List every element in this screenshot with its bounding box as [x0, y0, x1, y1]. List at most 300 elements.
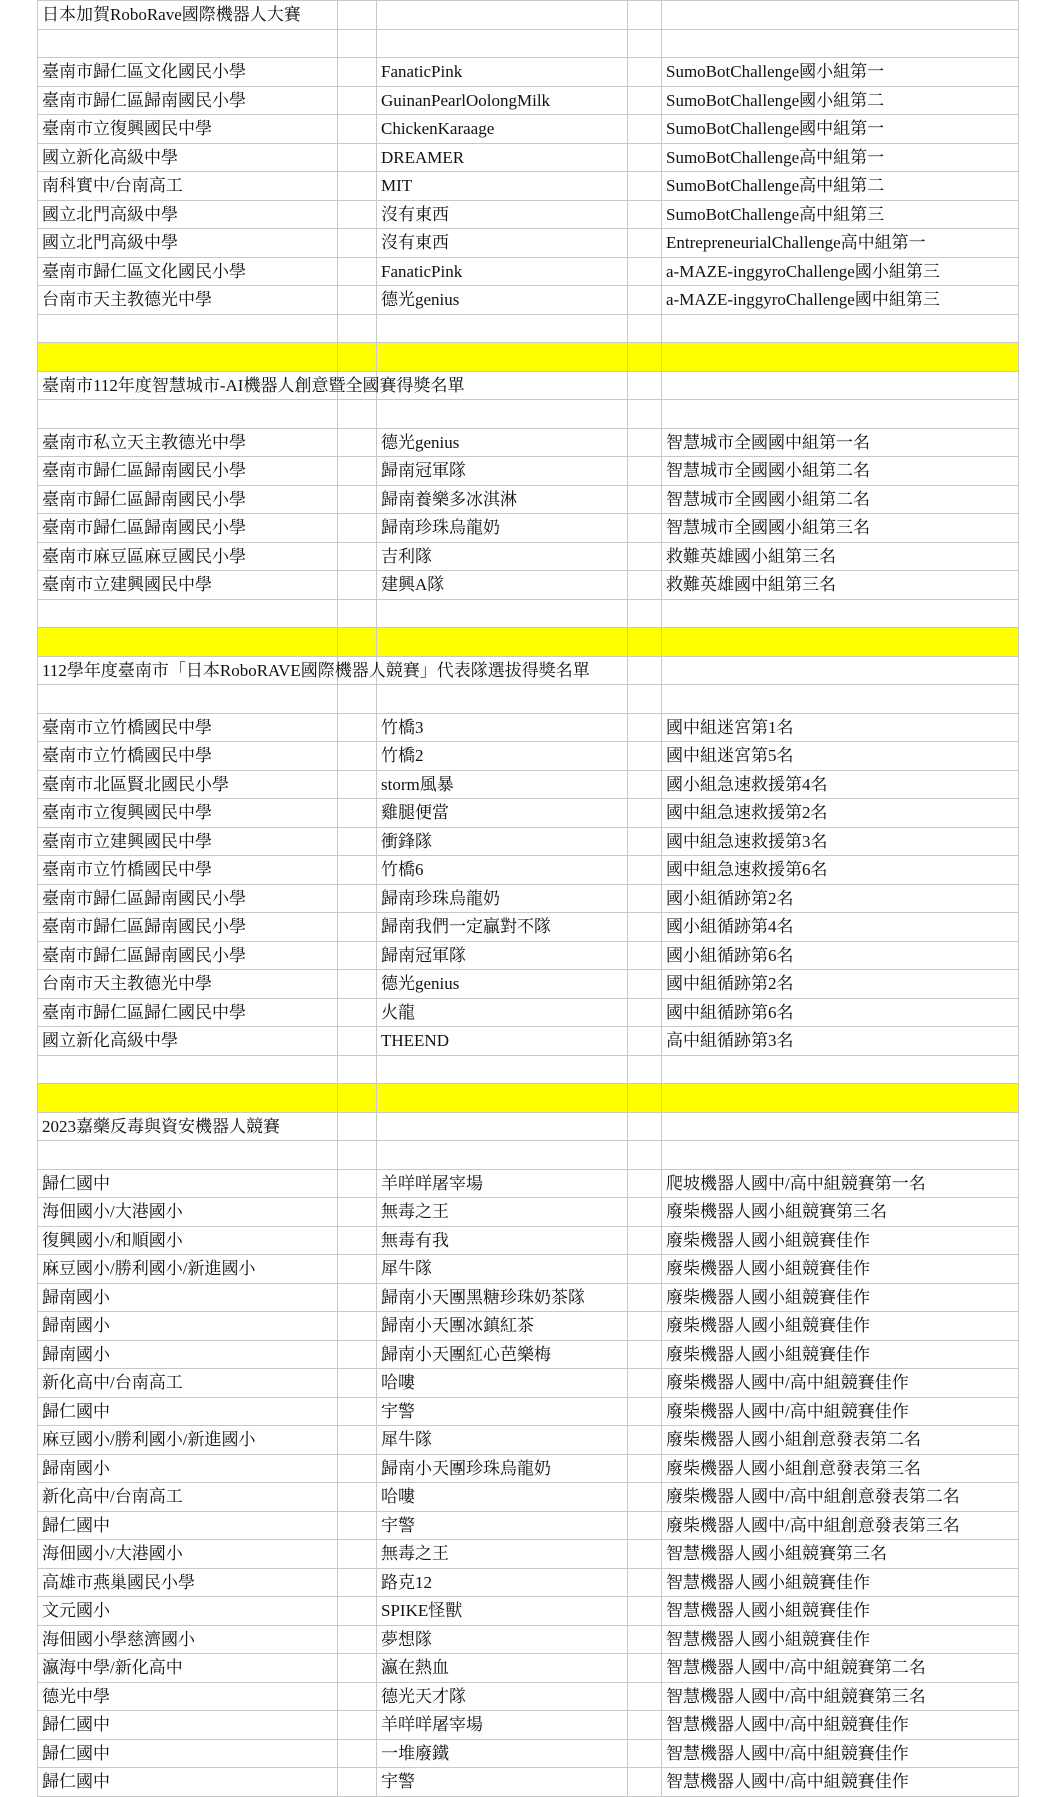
empty-cell [338, 1255, 377, 1284]
empty-cell [377, 1112, 628, 1141]
school-cell: 歸南國小 [38, 1283, 338, 1312]
award-cell: 智慧城市全國國小組第三名 [662, 514, 1019, 543]
award-cell: 國小組循跡第6名 [662, 941, 1019, 970]
highlight-cell [338, 343, 377, 372]
empty-cell [338, 1169, 377, 1198]
team-cell: 沒有東西 [377, 200, 628, 229]
empty-cell [662, 1112, 1019, 1141]
empty-cell [662, 1, 1019, 30]
empty-cell [338, 1055, 377, 1084]
blank-row [38, 685, 1019, 714]
table-row [38, 1540, 1019, 1569]
award-cell: SumoBotChallenge國小組第一 [662, 58, 1019, 87]
award-cell: SumoBotChallenge高中組第二 [662, 172, 1019, 201]
table-row [38, 257, 1019, 286]
award-cell: 國中組急速救援第3名 [662, 827, 1019, 856]
team-cell: 衝鋒隊 [377, 827, 628, 856]
award-cell: 智慧城市全國國小組第二名 [662, 457, 1019, 486]
school-cell: 海佃國小學慈濟國小 [38, 1625, 338, 1654]
empty-cell [338, 172, 377, 201]
team-cell: 竹橋6 [377, 856, 628, 885]
school-cell: 臺南市歸仁區歸南國民小學 [38, 86, 338, 115]
team-cell: 德光genius [377, 428, 628, 457]
table-row [38, 884, 1019, 913]
empty-cell [628, 1540, 662, 1569]
award-cell: a-MAZE-inggyroChallenge國中組第三 [662, 286, 1019, 315]
table-row [38, 286, 1019, 315]
blank-row [38, 599, 1019, 628]
award-cell: 廢柴機器人國小組競賽佳作 [662, 1255, 1019, 1284]
team-cell: 沒有東西 [377, 229, 628, 258]
award-cell: 國中組迷宮第5名 [662, 742, 1019, 771]
highlight-separator-row [38, 628, 1019, 657]
empty-cell [338, 1625, 377, 1654]
empty-cell [338, 1340, 377, 1369]
empty-cell [628, 58, 662, 87]
table-row [38, 1768, 1019, 1797]
table-row [38, 1483, 1019, 1512]
empty-cell [338, 1568, 377, 1597]
empty-cell [338, 1283, 377, 1312]
table-row [38, 428, 1019, 457]
award-cell: 廢柴機器人國小組競賽佳作 [662, 1312, 1019, 1341]
empty-cell [338, 1739, 377, 1768]
empty-cell [338, 400, 377, 429]
award-cell: 國小組急速救援第4名 [662, 770, 1019, 799]
empty-cell [338, 143, 377, 172]
highlight-cell [377, 1084, 628, 1113]
empty-cell [338, 200, 377, 229]
award-cell: 智慧機器人國中/高中組競賽第三名 [662, 1682, 1019, 1711]
team-cell: 哈嘍 [377, 1483, 628, 1512]
school-cell: 瀛海中學/新化高中 [38, 1654, 338, 1683]
team-cell: 雞腿便當 [377, 799, 628, 828]
award-cell: 國中組循跡第2名 [662, 970, 1019, 999]
school-cell: 臺南市歸仁區歸南國民小學 [38, 457, 338, 486]
team-cell: 羊咩咩屠宰場 [377, 1711, 628, 1740]
school-cell: 臺南市歸仁區歸南國民小學 [38, 913, 338, 942]
empty-cell [338, 1654, 377, 1683]
award-cell: 智慧機器人國中/高中組競賽佳作 [662, 1711, 1019, 1740]
school-cell: 歸仁國中 [38, 1511, 338, 1540]
team-cell: 建興A隊 [377, 571, 628, 600]
table-row [38, 1312, 1019, 1341]
empty-cell [338, 713, 377, 742]
empty-cell [662, 371, 1019, 400]
blank-row [38, 1055, 1019, 1084]
empty-cell [628, 1654, 662, 1683]
school-cell: 臺南市立建興國民中學 [38, 827, 338, 856]
award-cell: SumoBotChallenge國小組第二 [662, 86, 1019, 115]
team-cell: 歸南珍珠烏龍奶 [377, 514, 628, 543]
team-cell: 歸南養樂多冰淇淋 [377, 485, 628, 514]
team-cell: 竹橋3 [377, 713, 628, 742]
empty-cell [628, 400, 662, 429]
empty-cell [628, 371, 662, 400]
section-title-row [38, 1, 1019, 30]
school-cell: 南科實中/台南高工 [38, 172, 338, 201]
award-cell: 國中組迷宮第1名 [662, 713, 1019, 742]
award-cell: 智慧機器人國中/高中組競賽佳作 [662, 1739, 1019, 1768]
award-cell: 國中組急速救援第6名 [662, 856, 1019, 885]
empty-cell [338, 428, 377, 457]
empty-cell [628, 286, 662, 315]
blank-row [38, 314, 1019, 343]
empty-cell [628, 856, 662, 885]
empty-cell [628, 1226, 662, 1255]
empty-cell [628, 998, 662, 1027]
team-cell: 哈嘍 [377, 1369, 628, 1398]
blank-row [38, 1141, 1019, 1170]
highlight-cell [628, 343, 662, 372]
empty-cell [38, 685, 338, 714]
empty-cell [338, 1027, 377, 1056]
empty-cell [338, 685, 377, 714]
school-cell: 臺南市立竹橋國民中學 [38, 742, 338, 771]
empty-cell [338, 884, 377, 913]
award-cell: 爬坡機器人國中/高中組競賽第一名 [662, 1169, 1019, 1198]
table-row [38, 172, 1019, 201]
empty-cell [628, 257, 662, 286]
award-cell: 廢柴機器人國中/高中組競賽佳作 [662, 1397, 1019, 1426]
empty-cell [338, 29, 377, 58]
table-row [38, 143, 1019, 172]
table-row [38, 1568, 1019, 1597]
empty-cell [628, 656, 662, 685]
award-cell: 智慧城市全國國小組第二名 [662, 485, 1019, 514]
empty-cell [628, 742, 662, 771]
team-cell: 犀牛隊 [377, 1426, 628, 1455]
school-cell: 臺南市歸仁區歸南國民小學 [38, 485, 338, 514]
team-cell: storm風暴 [377, 770, 628, 799]
school-cell: 國立新化高級中學 [38, 1027, 338, 1056]
empty-cell [338, 115, 377, 144]
school-cell: 臺南市立竹橋國民中學 [38, 713, 338, 742]
empty-cell [628, 1768, 662, 1797]
section-title-row [38, 656, 1019, 685]
award-cell: SumoBotChallenge國中組第一 [662, 115, 1019, 144]
empty-cell [628, 172, 662, 201]
table-row [38, 1597, 1019, 1626]
table-row [38, 1511, 1019, 1540]
table-row [38, 200, 1019, 229]
school-cell: 國立北門高級中學 [38, 229, 338, 258]
section-title: 112學年度臺南市「日本RoboRAVE國際機器人競賽」代表隊選拔得獎名單 [38, 656, 338, 685]
team-cell: 歸南我們一定贏對不隊 [377, 913, 628, 942]
empty-cell [628, 1483, 662, 1512]
table-row [38, 571, 1019, 600]
blank-row [38, 29, 1019, 58]
team-cell: MIT [377, 172, 628, 201]
school-cell: 歸仁國中 [38, 1768, 338, 1797]
empty-cell [38, 599, 338, 628]
team-cell: 歸南冠軍隊 [377, 941, 628, 970]
team-cell: 竹橋2 [377, 742, 628, 771]
school-cell: 臺南市歸仁區歸南國民小學 [38, 514, 338, 543]
empty-cell [662, 400, 1019, 429]
award-cell: a-MAZE-inggyroChallenge國小組第三 [662, 257, 1019, 286]
school-cell: 臺南市歸仁區歸南國民小學 [38, 884, 338, 913]
team-cell: 德光genius [377, 286, 628, 315]
table-row [38, 115, 1019, 144]
award-cell: 國小組循跡第2名 [662, 884, 1019, 913]
empty-cell [628, 542, 662, 571]
empty-cell [338, 799, 377, 828]
table-row [38, 229, 1019, 258]
school-cell: 臺南市北區賢北國民小學 [38, 770, 338, 799]
table-row [38, 1198, 1019, 1227]
team-cell: 歸南小天團珍珠烏龍奶 [377, 1454, 628, 1483]
highlight-cell [662, 628, 1019, 657]
empty-cell [628, 1568, 662, 1597]
table-row [38, 1169, 1019, 1198]
school-cell: 歸南國小 [38, 1312, 338, 1341]
empty-cell [628, 1739, 662, 1768]
team-cell: 火龍 [377, 998, 628, 1027]
school-cell: 台南市天主教德光中學 [38, 970, 338, 999]
team-cell: SPIKE怪獸 [377, 1597, 628, 1626]
empty-cell [628, 1597, 662, 1626]
highlight-cell [662, 343, 1019, 372]
table-row [38, 970, 1019, 999]
award-cell: 廢柴機器人國小組競賽佳作 [662, 1226, 1019, 1255]
highlight-cell [38, 343, 338, 372]
empty-cell [338, 1369, 377, 1398]
school-cell: 臺南市立復興國民中學 [38, 799, 338, 828]
empty-cell [338, 1141, 377, 1170]
empty-cell [377, 29, 628, 58]
school-cell: 麻豆國小/勝利國小/新進國小 [38, 1426, 338, 1455]
empty-cell [662, 1141, 1019, 1170]
table-row [38, 799, 1019, 828]
empty-cell [38, 1055, 338, 1084]
highlight-cell [38, 1084, 338, 1113]
empty-cell [338, 86, 377, 115]
empty-cell [338, 1426, 377, 1455]
table-row [38, 856, 1019, 885]
award-cell: 救難英雄國小組第三名 [662, 542, 1019, 571]
team-cell: 歸南珍珠烏龍奶 [377, 884, 628, 913]
empty-cell [338, 913, 377, 942]
school-cell: 臺南市私立天主教德光中學 [38, 428, 338, 457]
empty-cell [338, 1711, 377, 1740]
empty-cell [628, 1169, 662, 1198]
empty-cell [628, 1511, 662, 1540]
empty-cell [628, 1454, 662, 1483]
school-cell: 復興國小/和順國小 [38, 1226, 338, 1255]
empty-cell [338, 485, 377, 514]
award-cell: 智慧機器人國小組競賽佳作 [662, 1568, 1019, 1597]
empty-cell [377, 314, 628, 343]
school-cell: 歸仁國中 [38, 1169, 338, 1198]
table-row [38, 542, 1019, 571]
empty-cell [628, 1340, 662, 1369]
empty-cell [338, 571, 377, 600]
highlight-separator-row [38, 343, 1019, 372]
empty-cell [628, 1255, 662, 1284]
highlight-cell [377, 628, 628, 657]
table-row [38, 1397, 1019, 1426]
empty-cell [628, 571, 662, 600]
empty-cell [628, 1711, 662, 1740]
table-row [38, 1739, 1019, 1768]
school-cell: 台南市天主教德光中學 [38, 286, 338, 315]
school-cell: 臺南市歸仁區歸仁國民中學 [38, 998, 338, 1027]
empty-cell [628, 29, 662, 58]
empty-cell [338, 998, 377, 1027]
table-row [38, 1682, 1019, 1711]
school-cell: 臺南市立竹橋國民中學 [38, 856, 338, 885]
table-row [38, 1454, 1019, 1483]
empty-cell [338, 1112, 377, 1141]
team-cell: 歸南小天團冰鎮紅茶 [377, 1312, 628, 1341]
empty-cell [628, 1369, 662, 1398]
empty-cell [628, 770, 662, 799]
empty-cell [338, 257, 377, 286]
empty-cell [377, 1, 628, 30]
empty-cell [38, 29, 338, 58]
empty-cell [628, 1283, 662, 1312]
award-cell: 國小組循跡第4名 [662, 913, 1019, 942]
table-row [38, 998, 1019, 1027]
team-cell: FanaticPink [377, 257, 628, 286]
school-cell: 歸仁國中 [38, 1739, 338, 1768]
highlight-cell [662, 1084, 1019, 1113]
empty-cell [338, 58, 377, 87]
table-row [38, 1625, 1019, 1654]
empty-cell [38, 1141, 338, 1170]
school-cell: 臺南市麻豆區麻豆國民小學 [38, 542, 338, 571]
empty-cell [338, 457, 377, 486]
school-cell: 臺南市歸仁區文化國民小學 [38, 58, 338, 87]
table-row [38, 1654, 1019, 1683]
school-cell: 海佃國小/大港國小 [38, 1198, 338, 1227]
team-cell: 羊咩咩屠宰場 [377, 1169, 628, 1198]
award-cell: 廢柴機器人國中/高中組創意發表第三名 [662, 1511, 1019, 1540]
award-cell: 智慧機器人國小組競賽第三名 [662, 1540, 1019, 1569]
award-cell: 智慧城市全國國中組第一名 [662, 428, 1019, 457]
empty-cell [662, 685, 1019, 714]
table-row [38, 742, 1019, 771]
empty-cell [338, 742, 377, 771]
empty-cell [338, 1597, 377, 1626]
empty-cell [338, 1682, 377, 1711]
empty-cell [377, 599, 628, 628]
empty-cell [338, 970, 377, 999]
empty-cell [628, 229, 662, 258]
award-cell: 廢柴機器人國小組競賽第三名 [662, 1198, 1019, 1227]
empty-cell [628, 143, 662, 172]
empty-cell [338, 1511, 377, 1540]
school-cell: 海佃國小/大港國小 [38, 1540, 338, 1569]
school-cell: 臺南市立復興國民中學 [38, 115, 338, 144]
team-cell: 夢想隊 [377, 1625, 628, 1654]
blank-row [38, 400, 1019, 429]
empty-cell [338, 1198, 377, 1227]
empty-cell [628, 1198, 662, 1227]
award-cell: 國中組急速救援第2名 [662, 799, 1019, 828]
award-cell: 廢柴機器人國中/高中組創意發表第二名 [662, 1483, 1019, 1512]
award-cell: 智慧機器人國小組競賽佳作 [662, 1625, 1019, 1654]
table-row [38, 1369, 1019, 1398]
empty-cell [662, 599, 1019, 628]
table-row [38, 1283, 1019, 1312]
team-cell: THEEND [377, 1027, 628, 1056]
school-cell: 麻豆國小/勝利國小/新進國小 [38, 1255, 338, 1284]
empty-cell [377, 400, 628, 429]
table-row [38, 1340, 1019, 1369]
empty-cell [628, 1027, 662, 1056]
empty-cell [338, 229, 377, 258]
team-cell: 宇警 [377, 1397, 628, 1426]
team-cell: 無毒有我 [377, 1226, 628, 1255]
team-cell: 德光genius [377, 970, 628, 999]
school-cell: 新化高中/台南高工 [38, 1369, 338, 1398]
highlight-cell [38, 628, 338, 657]
team-cell: ChickenKaraage [377, 115, 628, 144]
spreadsheet-body [38, 1, 1019, 1797]
school-cell: 歸仁國中 [38, 1397, 338, 1426]
empty-cell [628, 1141, 662, 1170]
empty-cell [338, 314, 377, 343]
award-cell: 高中組循跡第3名 [662, 1027, 1019, 1056]
empty-cell [662, 314, 1019, 343]
table-row [38, 1027, 1019, 1056]
empty-cell [338, 542, 377, 571]
team-cell: 犀牛隊 [377, 1255, 628, 1284]
empty-cell [338, 827, 377, 856]
empty-cell [628, 485, 662, 514]
empty-cell [377, 685, 628, 714]
highlight-cell [338, 1084, 377, 1113]
highlight-cell [377, 343, 628, 372]
empty-cell [38, 314, 338, 343]
school-cell: 國立北門高級中學 [38, 200, 338, 229]
empty-cell [338, 1540, 377, 1569]
school-cell: 德光中學 [38, 1682, 338, 1711]
empty-cell [628, 1397, 662, 1426]
highlight-cell [628, 628, 662, 657]
school-cell: 新化高中/台南高工 [38, 1483, 338, 1512]
school-cell: 國立新化高級中學 [38, 143, 338, 172]
empty-cell [628, 599, 662, 628]
table-row [38, 1255, 1019, 1284]
empty-cell [338, 941, 377, 970]
empty-cell [628, 941, 662, 970]
empty-cell [338, 856, 377, 885]
team-cell: DREAMER [377, 143, 628, 172]
empty-cell [628, 884, 662, 913]
section-title: 臺南市112年度智慧城市-AI機器人創意暨全國賽得獎名單 [38, 371, 338, 400]
empty-cell [628, 1625, 662, 1654]
school-cell: 歸南國小 [38, 1454, 338, 1483]
table-row [38, 86, 1019, 115]
school-cell: 臺南市歸仁區歸南國民小學 [38, 941, 338, 970]
award-cell: 智慧機器人國中/高中組競賽佳作 [662, 1768, 1019, 1797]
school-cell: 高雄市燕巢國民小學 [38, 1568, 338, 1597]
award-cell: 智慧機器人國小組競賽佳作 [662, 1597, 1019, 1626]
table-row [38, 514, 1019, 543]
award-cell: 國中組循跡第6名 [662, 998, 1019, 1027]
empty-cell [662, 656, 1019, 685]
empty-cell [628, 685, 662, 714]
team-cell: 歸南小天團黑糖珍珠奶茶隊 [377, 1283, 628, 1312]
empty-cell [628, 799, 662, 828]
highlight-cell [628, 1084, 662, 1113]
section-title-row [38, 1112, 1019, 1141]
table-row [38, 1226, 1019, 1255]
empty-cell [338, 1483, 377, 1512]
